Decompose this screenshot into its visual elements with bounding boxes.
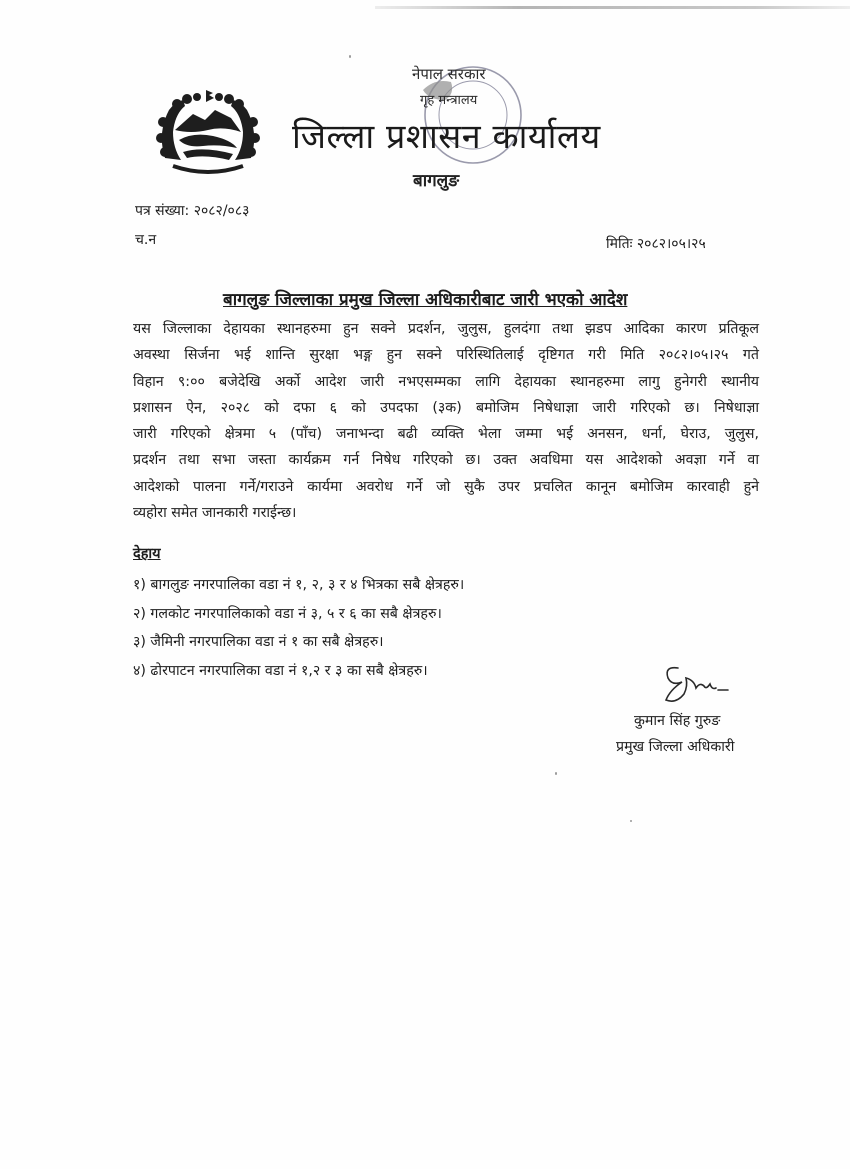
body-line: यस जिल्लाका देहायका स्थानहरुमा हुन सक्ने प्रदर्शन, जुलुस, हुलदंगा तथा झडप आदिका कारण प्रतिकूल bbox=[133, 321, 759, 337]
list-item: ४) ढोरपाटन नगरपालिका वडा नं १,२ र ३ का सबै क्षेत्रहरु। bbox=[133, 662, 428, 679]
scan-speck bbox=[349, 55, 351, 58]
signature-icon bbox=[658, 660, 738, 710]
ministry-name: गृह मन्त्रालय bbox=[420, 93, 478, 108]
body-line: व्यहोरा समेत जानकारी गराईन्छ। bbox=[133, 505, 297, 522]
body-line: जारी गरिएको क्षेत्रमा ५ (पाँच) जनाभन्दा बढी व्यक्ति भेला जम्मा भई अनसन, धर्ना, घेराउ, जुलुस, bbox=[133, 426, 759, 443]
order-body bbox=[133, 316, 759, 526]
government-name: नेपाल सरकार bbox=[412, 65, 486, 83]
letter-number: पत्र संख्या: २०८२/०८३ bbox=[135, 203, 250, 219]
body-line: आदेशको पालना गर्ने/गराउने कार्यमा अवरोध गर्ने जो सुकै उपर प्रचलित कानून बमोजिम कारवाही हुने bbox=[133, 478, 759, 495]
office-name: जिल्ला प्रशासन कार्यालय bbox=[292, 117, 601, 157]
annex-list bbox=[133, 571, 464, 685]
list-item: १) बागलुङ नगरपालिका वडा नं १, २, ३ र ४ भित्रका सबै क्षेत्रहरु। bbox=[133, 577, 465, 593]
body-line: प्रदर्शन तथा सभा जस्ता कार्यक्रम गर्न निषेध गरिएको छ। उक्त अवधिमा यस आदेशको अवज्ञा गर्ने वा bbox=[133, 452, 759, 469]
signatory-designation: प्रमुख जिल्ला अधिकारी bbox=[616, 739, 735, 755]
scan-speck bbox=[555, 772, 557, 775]
annex-heading: देहाय bbox=[133, 546, 161, 562]
district-name: बागलुङ bbox=[413, 171, 460, 191]
body-line: विहान ९:०० बजेदेखि अर्को आदेश जारी नभएसम्मका लागि देहायका स्थानहरुमा लागु हुनेगरी स्थानीय bbox=[133, 373, 759, 390]
list-item: २) गलकोट नगरपालिकाको वडा नं ३, ५ र ६ का सबै क्षेत्रहरु। bbox=[133, 605, 442, 622]
order-title: बागलुङ जिल्लाका प्रमुख जिल्ला अधिकारीबाट जारी भएको आदेश bbox=[223, 290, 628, 310]
body-line: अवस्था सिर्जना भई शान्ति सुरक्षा भङ्ग हुन सक्ने परिस्थितिलाई दृष्टिगत गरी मिति २०८२।०५।२५ गते bbox=[133, 347, 759, 364]
dispatch-number: च.न bbox=[135, 232, 157, 248]
nepal-emblem-icon bbox=[153, 88, 263, 180]
body-line: प्रशासन ऐन, २०२८ को दफा ६ को उपदफा (३क) बमोजिम निषेधाज्ञा जारी गरिएको छ। निषेधाज्ञा bbox=[133, 399, 759, 416]
letter-date: मितिः २०८२।०५।२५ bbox=[606, 236, 706, 252]
signatory-name: कुमान सिंह गुरुङ bbox=[634, 713, 721, 729]
scan-edge-line bbox=[375, 6, 850, 9]
list-item: ३) जैमिनी नगरपालिका वडा नं १ का सबै क्षेत्रहरु। bbox=[133, 634, 384, 650]
scan-speck bbox=[630, 820, 632, 822]
